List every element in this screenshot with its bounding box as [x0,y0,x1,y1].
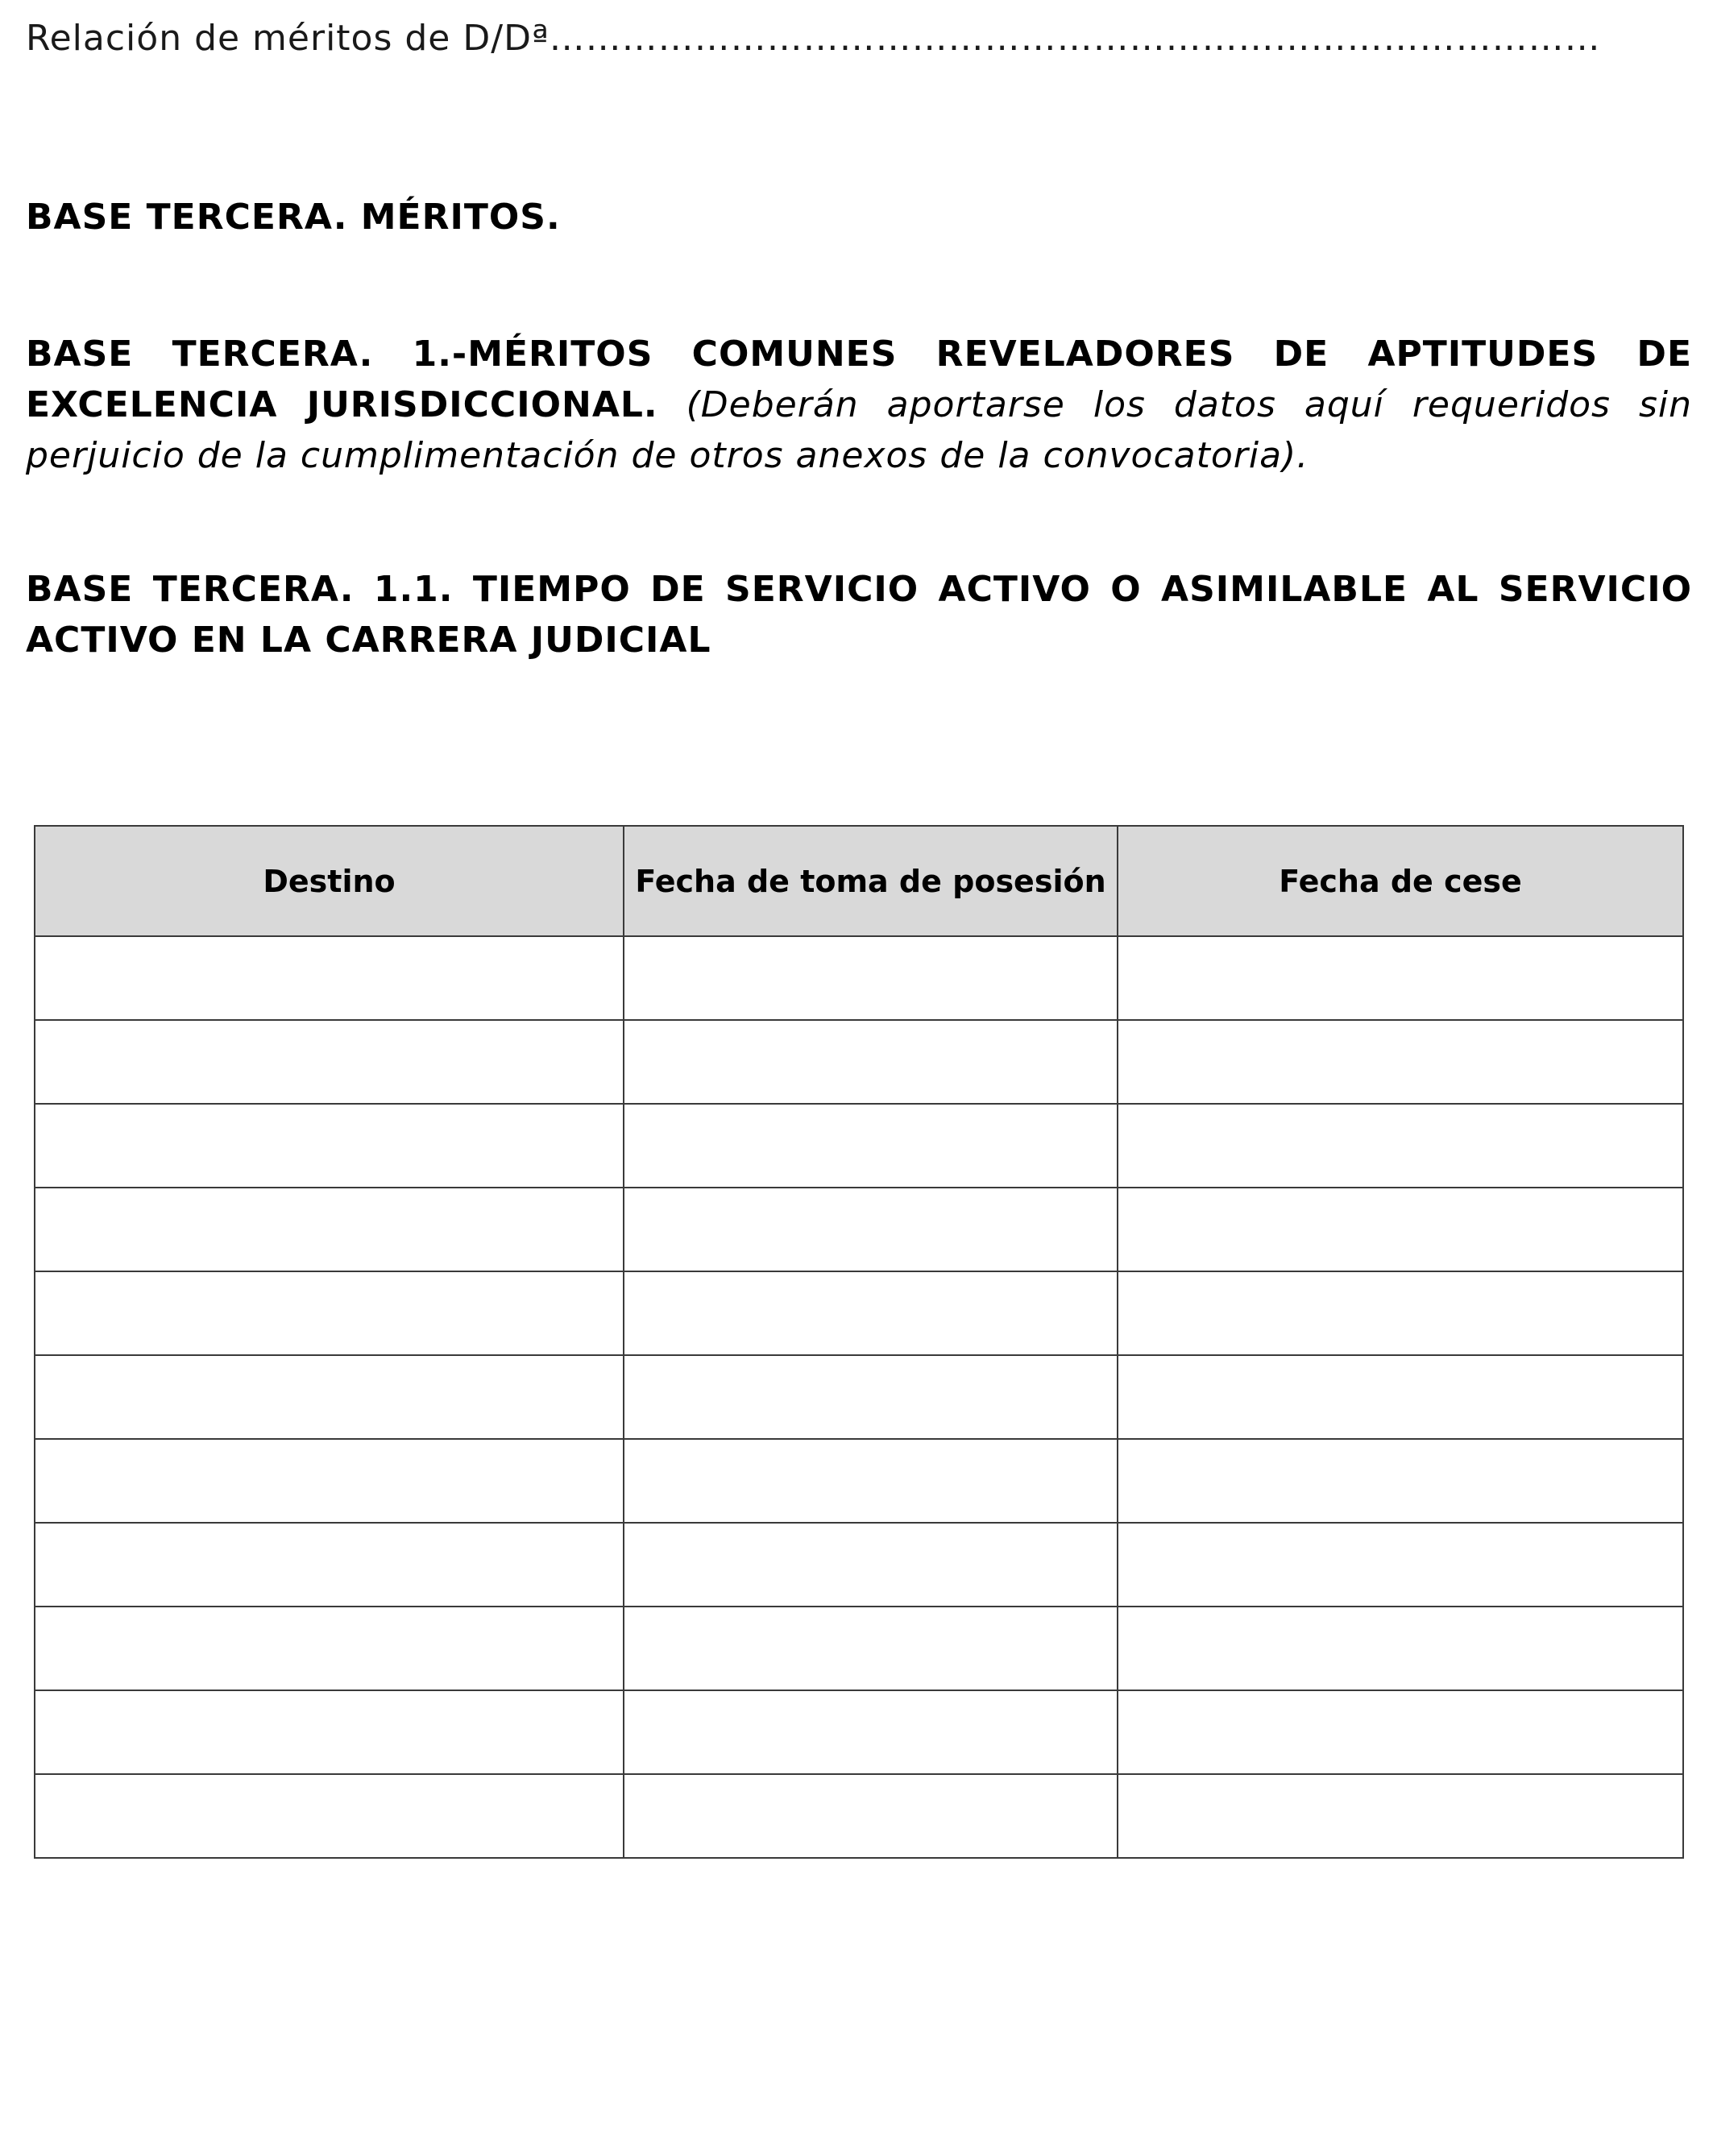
fecha-toma-posesion-cell[interactable] [624,1355,1118,1439]
destino-cell[interactable] [35,1774,624,1858]
service-time-table [34,825,1684,1859]
header-fecha-toma-posesion: Fecha de toma de posesión [624,826,1118,936]
fecha-cese-cell[interactable] [1118,1439,1683,1523]
table-row [35,1523,1683,1607]
fecha-toma-posesion-cell[interactable] [624,1271,1118,1355]
subsection-1-title: BASE TERCERA. 1.-MÉRITOS COMUNES REVELADORES DE APTITUDES DE EXCELENCIA JURISDICCIONAL. [26,334,1692,425]
fecha-cese-cell[interactable] [1118,1271,1683,1355]
table-row [35,1439,1683,1523]
fecha-cese-cell[interactable] [1118,936,1683,1020]
fecha-cese-cell[interactable] [1118,1607,1683,1690]
destino-cell[interactable] [35,1607,624,1690]
destino-cell[interactable] [35,1439,624,1523]
fecha-cese-cell[interactable] [1118,1020,1683,1104]
fecha-cese-cell[interactable] [1118,1523,1683,1607]
destino-cell[interactable] [35,1271,624,1355]
fecha-cese-cell[interactable] [1118,1104,1683,1188]
table-row [35,1188,1683,1271]
table-header-row [35,826,1683,936]
fecha-cese-cell[interactable] [1118,1188,1683,1271]
fecha-cese-cell[interactable] [1118,1355,1683,1439]
table-row [35,1020,1683,1104]
fecha-toma-posesion-cell[interactable] [624,1774,1118,1858]
fecha-toma-posesion-cell[interactable] [624,936,1118,1020]
applicant-name-line: Relación de méritos de D/Dª…………………………………………………………………………… [26,18,1601,59]
subsection-1-note: (Deberán aportarse los datos aquí requeridos sin perjuicio de la cumplimentación de otros anexos de la convocatoria). [26,384,1692,476]
table-row [35,1104,1683,1188]
table-row [35,936,1683,1020]
table-row [35,1271,1683,1355]
fecha-toma-posesion-cell[interactable] [624,1104,1118,1188]
header-fecha-cese: Fecha de cese [1118,826,1683,936]
header-destino: Destino [35,826,624,936]
destino-cell[interactable] [35,1020,624,1104]
fecha-toma-posesion-cell[interactable] [624,1020,1118,1104]
section-title: BASE TERCERA. MÉRITOS. [26,197,561,238]
fecha-cese-cell[interactable] [1118,1690,1683,1774]
fecha-toma-posesion-cell[interactable] [624,1188,1118,1271]
table-row [35,1607,1683,1690]
table-row [35,1355,1683,1439]
fecha-toma-posesion-cell[interactable] [624,1607,1118,1690]
subsection-1-paragraph [26,329,1692,481]
destino-cell[interactable] [35,1523,624,1607]
fecha-toma-posesion-cell[interactable] [624,1439,1118,1523]
subsection-1-1-title: BASE TERCERA. 1.1. TIEMPO DE SERVICIO ACTIVO O ASIMILABLE AL SERVICIO ACTIVO EN LA CARRERA JUDICIAL [26,569,1692,661]
fecha-toma-posesion-cell[interactable] [624,1523,1118,1607]
table-row [35,1690,1683,1774]
destino-cell[interactable] [35,1188,624,1271]
destino-cell[interactable] [35,1104,624,1188]
destino-cell[interactable] [35,1690,624,1774]
fecha-toma-posesion-cell[interactable] [624,1690,1118,1774]
table-row [35,1774,1683,1858]
destino-cell[interactable] [35,936,624,1020]
fecha-cese-cell[interactable] [1118,1774,1683,1858]
destino-cell[interactable] [35,1355,624,1439]
